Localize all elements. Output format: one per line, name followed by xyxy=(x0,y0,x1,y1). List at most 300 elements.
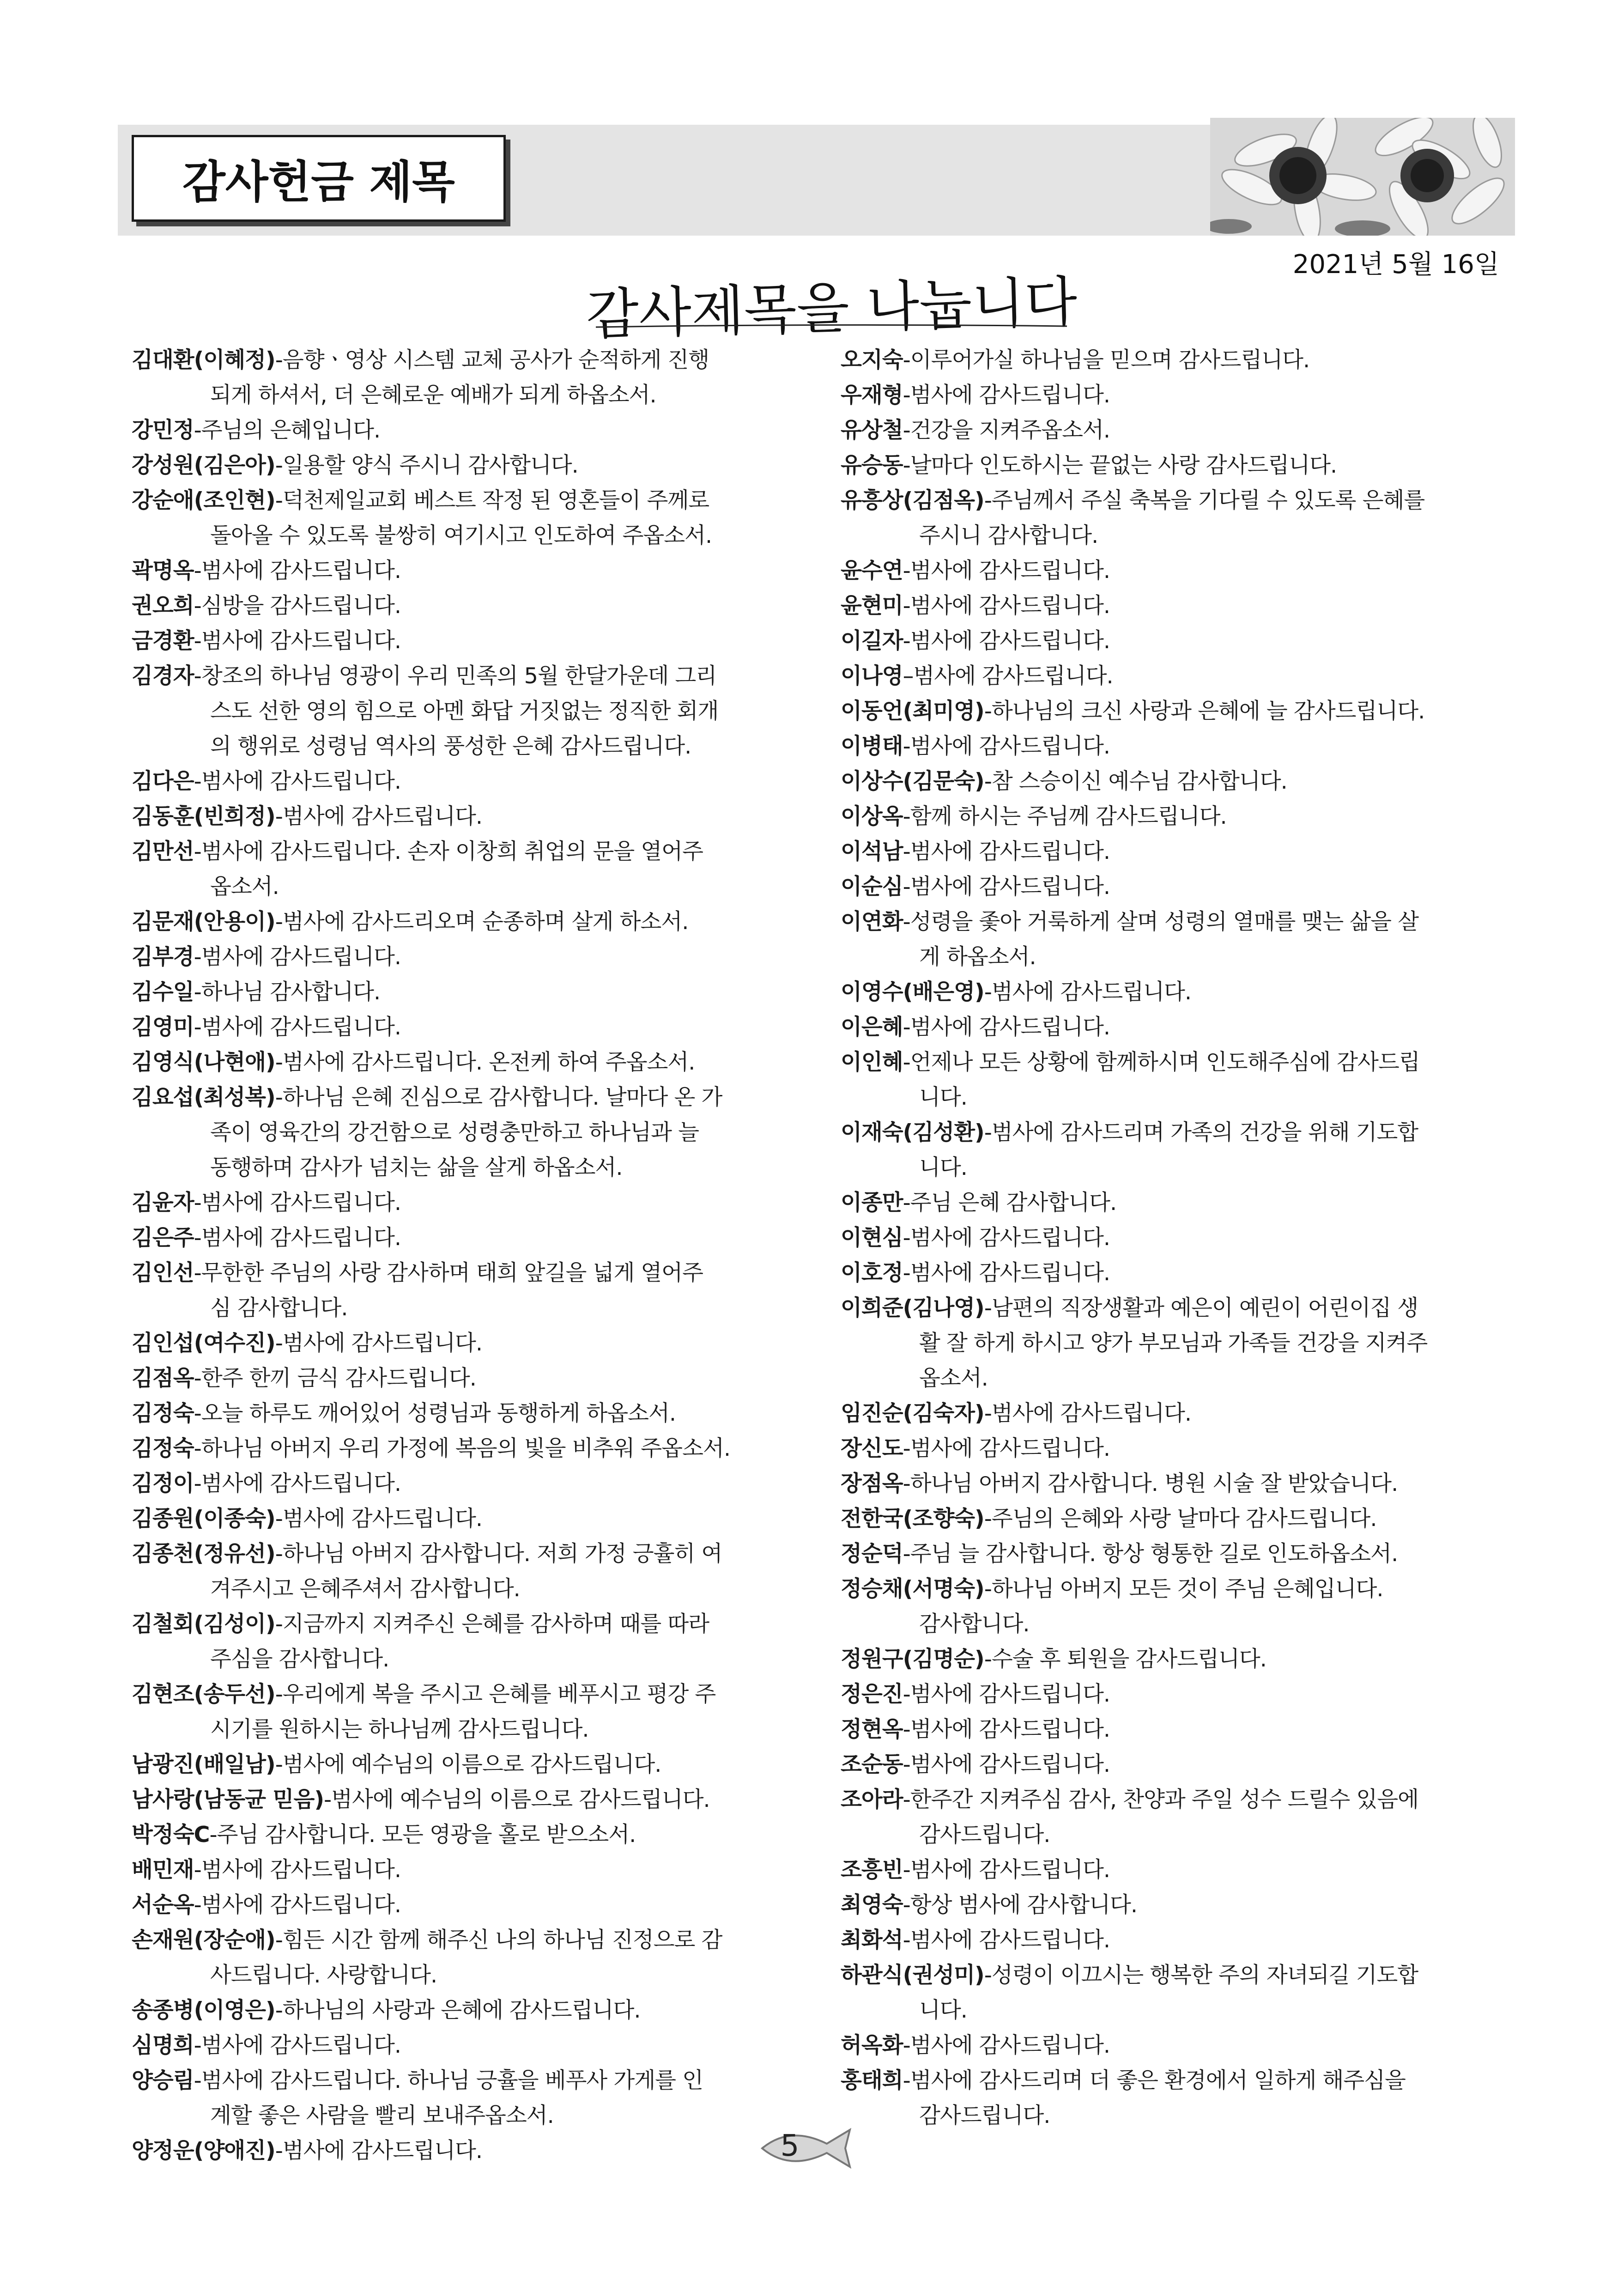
prayer-entry xyxy=(132,834,811,905)
entry-name: 정현옥 xyxy=(841,1717,903,1742)
entry-first-line xyxy=(841,1502,1515,1537)
sunflower-illustration xyxy=(1210,118,1515,236)
entry-name: 오지숙 xyxy=(841,347,903,373)
entry-text: -범사에 감사드립니다. xyxy=(903,558,1110,584)
prayer-entry xyxy=(132,1466,811,1502)
entry-text: -범사에 감사드립니다. xyxy=(903,1717,1110,1742)
entry-continuation-line xyxy=(132,378,811,413)
entry-name: 이순심 xyxy=(841,874,903,900)
prayer-entry xyxy=(132,940,811,975)
headline-flourish xyxy=(596,323,1067,329)
entry-text: 주심을 감사합니다. xyxy=(210,1647,389,1672)
prayer-entry xyxy=(841,975,1515,1010)
entry-text: -음향ㆍ영상 시스템 교체 공사가 순적하게 진행 xyxy=(275,347,709,373)
entry-name: 정원구(김명순) xyxy=(841,1647,984,1672)
prayer-entry xyxy=(132,1607,811,1677)
entry-first-line xyxy=(132,1923,811,1958)
prayer-entry xyxy=(132,1537,811,1607)
entry-first-line xyxy=(132,1326,811,1361)
entry-text: -범사에 예수님의 이름으로 감사드립니다. xyxy=(275,1752,661,1777)
entry-text: 니다. xyxy=(919,1998,967,2023)
entry-first-line xyxy=(841,1923,1515,1958)
entry-name: 양정운(양애진) xyxy=(132,2138,275,2164)
entry-continuation-line xyxy=(841,518,1515,553)
entry-first-line xyxy=(132,940,811,975)
entry-name: 이종만 xyxy=(841,1190,903,1216)
entry-text: -하나님 은혜 진심으로 감사합니다. 날마다 온 가 xyxy=(275,1085,722,1110)
entry-first-line xyxy=(841,1291,1515,1326)
entry-name: 조아라 xyxy=(841,1787,903,1812)
entry-text: -범사에 감사드립니다. xyxy=(275,804,483,829)
entry-continuation-line xyxy=(841,1818,1515,1853)
entry-name: 전한국(조향숙) xyxy=(841,1506,984,1532)
prayer-entry xyxy=(132,1853,811,1888)
entry-name: 김종원(이종숙) xyxy=(132,1506,275,1532)
prayer-entry xyxy=(841,1642,1515,1677)
prayer-entry xyxy=(841,694,1515,729)
entry-text: -하나님 아버지 우리 가정에 복음의 빛을 비추워 주옵소서. xyxy=(194,1436,730,1461)
entry-first-line xyxy=(132,1045,811,1080)
entry-name: 김요섭(최성복) xyxy=(132,1085,275,1110)
prayer-entry xyxy=(841,1396,1515,1431)
entry-name: 이현심 xyxy=(841,1225,903,1251)
entry-text: -범사에 감사드립니다. xyxy=(194,628,401,654)
entry-first-line xyxy=(132,1010,811,1045)
entry-first-line xyxy=(132,799,811,834)
prayer-entry xyxy=(132,2134,811,2169)
entry-name: 김점옥 xyxy=(132,1366,194,1391)
entry-text: -범사에 감사드리며 더 좋은 환경에서 일하게 해주심을 xyxy=(903,2068,1406,2093)
entry-text: -범사에 감사드립니다. xyxy=(275,1331,483,1356)
entry-name: 김영식(나현애) xyxy=(132,1050,275,1075)
entry-continuation-line xyxy=(841,1993,1515,2028)
entry-name: 김경자 xyxy=(132,663,194,689)
entry-name: 유흥상(김점옥) xyxy=(841,488,984,513)
prayer-entry xyxy=(132,1923,811,1993)
entry-first-line xyxy=(841,1853,1515,1888)
prayer-entry xyxy=(841,659,1515,694)
entry-name: 강민정 xyxy=(132,418,194,443)
entry-first-line xyxy=(132,1502,811,1537)
entry-text: -하나님 아버지 감사합니다. 저희 가정 긍휼히 여 xyxy=(275,1541,722,1567)
entry-text: 족이 영육간의 강건함으로 성령충만하고 하나님과 늘 xyxy=(210,1120,699,1145)
prayer-entry xyxy=(841,1923,1515,1958)
entry-name: 이연화 xyxy=(841,909,903,935)
prayer-entry xyxy=(841,1958,1515,2028)
entry-name: 곽명옥 xyxy=(132,558,194,584)
entry-name: 강성원(김은아) xyxy=(132,453,275,478)
entry-first-line xyxy=(132,659,811,694)
entry-continuation-line xyxy=(132,729,811,764)
entry-name: 이희준(김나영) xyxy=(841,1295,984,1321)
entry-first-line xyxy=(841,1782,1515,1818)
entry-name: 이나영 xyxy=(841,663,903,689)
prayer-entry xyxy=(132,1361,811,1396)
entry-first-line xyxy=(841,343,1515,378)
entry-first-line xyxy=(841,975,1515,1010)
entry-name: 김정숙 xyxy=(132,1436,194,1461)
entry-text: -범사에 감사드립니다. xyxy=(194,1190,401,1216)
entry-first-line xyxy=(132,413,811,448)
prayer-entry xyxy=(132,553,811,589)
entry-text: 겨주시고 은혜주셔서 감사합니다. xyxy=(210,1576,520,1602)
entry-text: -범사에 감사드립니다. xyxy=(194,1857,401,1883)
entry-text: -주님 은혜 감사합니다. xyxy=(903,1190,1117,1216)
entry-first-line xyxy=(132,2063,811,2098)
entry-first-line xyxy=(841,905,1515,940)
entry-text: -하나님 아버지 감사합니다. 병원 시술 잘 받았습니다. xyxy=(903,1471,1398,1496)
entry-name: 김영미 xyxy=(132,1015,194,1040)
prayer-entry xyxy=(841,764,1515,799)
section-title: 감사헌금 제목 xyxy=(132,135,506,222)
entry-name: 김문재(안용이) xyxy=(132,909,275,935)
entry-first-line xyxy=(132,1080,811,1115)
entry-continuation-line xyxy=(841,1607,1515,1642)
entry-first-line xyxy=(841,483,1515,518)
entry-text: -주님께서 주실 축복을 기다릴 수 있도록 은혜를 xyxy=(984,488,1425,513)
entry-text: -범사에 감사드립니다. xyxy=(275,2138,483,2164)
entry-text: 심 감사합니다. xyxy=(210,1295,348,1321)
entry-text: -일용할 양식 주시니 감사합니다. xyxy=(275,453,578,478)
entry-name: 강순애(조인현) xyxy=(132,488,275,513)
prayer-entry xyxy=(841,1677,1515,1712)
entry-name: 김만선 xyxy=(132,839,194,864)
entry-first-line xyxy=(132,624,811,659)
entry-text: 활 잘 하게 하시고 양가 부모님과 가족들 건강을 지켜주 xyxy=(919,1331,1428,1356)
entry-text: -우리에게 복을 주시고 은혜를 베푸시고 평강 주 xyxy=(275,1682,716,1707)
entry-text: -범사에 감사드립니다. 하나님 긍휼을 베푸사 가게를 인 xyxy=(194,2068,703,2093)
entry-text: –범사에 감사드립니다. xyxy=(903,663,1113,689)
entry-first-line xyxy=(132,2134,811,2169)
prayer-entry xyxy=(841,343,1515,378)
entry-text: 주시니 감사합니다. xyxy=(919,523,1098,548)
entry-first-line xyxy=(132,1607,811,1642)
entry-continuation-line xyxy=(841,1326,1515,1361)
entry-name: 이동언(최미영) xyxy=(841,699,984,724)
entry-name: 하관식(권성미) xyxy=(841,1963,984,1988)
entry-first-line xyxy=(841,1572,1515,1607)
entry-continuation-line xyxy=(132,1958,811,1993)
entry-name: 허옥화 xyxy=(841,2033,903,2058)
entry-name: 남광진(배일남) xyxy=(132,1752,275,1777)
entry-text: -항상 범사에 감사합니다. xyxy=(903,1892,1137,1918)
entry-text: 돌아올 수 있도록 불쌍히 여기시고 인도하여 주옵소서. xyxy=(210,523,712,548)
entry-first-line xyxy=(841,834,1515,869)
page-number: 5 xyxy=(780,2129,800,2163)
entry-first-line xyxy=(841,869,1515,905)
entry-text: -하나님의 사랑과 은혜에 감사드립니다. xyxy=(275,1998,641,2023)
entry-text: -심방을 감사드립니다. xyxy=(194,593,401,619)
entry-text: -범사에 예수님의 이름으로 감사드립니다. xyxy=(324,1787,710,1812)
prayer-entry xyxy=(132,764,811,799)
entry-first-line xyxy=(841,1115,1515,1150)
prayer-entry xyxy=(841,2063,1515,2134)
entry-first-line xyxy=(841,1396,1515,1431)
prayer-entry xyxy=(841,1888,1515,1923)
entry-text: -범사에 감사드립니다. xyxy=(275,1506,483,1532)
entry-first-line xyxy=(132,483,811,518)
entry-first-line xyxy=(841,1010,1515,1045)
entry-name: 김은주 xyxy=(132,1225,194,1251)
entry-text: -무한한 주님의 사랑 감사하며 태희 앞길을 넓게 열어주 xyxy=(194,1260,703,1286)
entry-continuation-line xyxy=(132,2098,811,2134)
entry-text: -범사에 감사드립니다. xyxy=(903,1752,1110,1777)
entry-first-line xyxy=(132,764,811,799)
entry-first-line xyxy=(841,1466,1515,1502)
prayer-entry xyxy=(841,1712,1515,1747)
entry-name: 김부경 xyxy=(132,944,194,970)
entry-text: 되게 하셔서, 더 은혜로운 예배가 되게 하옵소서. xyxy=(210,383,656,408)
prayer-entry xyxy=(132,2028,811,2063)
prayer-entry xyxy=(132,905,811,940)
entry-first-line xyxy=(841,589,1515,624)
entry-first-line xyxy=(841,2028,1515,2063)
entry-first-line xyxy=(841,1712,1515,1747)
prayer-entry xyxy=(841,378,1515,413)
prayer-entry xyxy=(132,1818,811,1853)
entry-text: -범사에 감사드리며 가족의 건강을 위해 기도합 xyxy=(984,1120,1418,1145)
prayer-entry xyxy=(841,1502,1515,1537)
entry-name: 심명희 xyxy=(132,2033,194,2058)
entry-name: 이병태 xyxy=(841,734,903,759)
prayer-entry xyxy=(841,1537,1515,1572)
entry-text: -주님 감사합니다. 모든 영광을 홀로 받으소서. xyxy=(209,1822,636,1848)
entry-text: -범사에 감사드립니다. xyxy=(903,593,1110,619)
prayer-entry xyxy=(132,624,811,659)
entry-first-line xyxy=(841,694,1515,729)
entry-continuation-line xyxy=(132,869,811,905)
entry-first-line xyxy=(132,1782,811,1818)
prayer-entry xyxy=(132,1993,811,2028)
prayer-entry xyxy=(841,589,1515,624)
entry-first-line xyxy=(132,1853,811,1888)
prayer-entry xyxy=(132,448,811,483)
prayer-entry xyxy=(132,1256,811,1326)
entry-text: -하나님 아버지 모든 것이 주님 은혜입니다. xyxy=(984,1576,1383,1602)
entry-text: -오늘 하루도 깨어있어 성령님과 동행하게 하옵소서. xyxy=(194,1401,676,1426)
entry-name: 이상수(김문숙) xyxy=(841,769,984,794)
prayer-entry xyxy=(132,1186,811,1221)
entry-first-line xyxy=(841,764,1515,799)
entry-first-line xyxy=(132,1818,811,1853)
entry-text: -범사에 감사드립니다. xyxy=(194,944,401,970)
entry-continuation-line xyxy=(132,1115,811,1150)
entry-continuation-line xyxy=(841,940,1515,975)
entry-first-line xyxy=(132,905,811,940)
entry-first-line xyxy=(132,1221,811,1256)
prayer-entry xyxy=(132,799,811,834)
entry-first-line xyxy=(132,1537,811,1572)
entry-first-line xyxy=(132,1361,811,1396)
entry-text: -언제나 모든 상황에 함께하시며 인도해주심에 감사드립 xyxy=(903,1050,1420,1075)
entry-name: 양승림 xyxy=(132,2068,194,2093)
entry-first-line xyxy=(841,799,1515,834)
entry-text: -범사에 감사드립니다. 손자 이창희 취업의 문을 열어주 xyxy=(194,839,703,864)
prayer-entry xyxy=(132,975,811,1010)
entry-first-line xyxy=(841,413,1515,448)
prayer-entry xyxy=(841,1291,1515,1396)
prayer-entry xyxy=(132,1747,811,1782)
entry-first-line xyxy=(132,1993,811,2028)
prayer-entry xyxy=(841,413,1515,448)
entry-first-line xyxy=(132,553,811,589)
entry-first-line xyxy=(132,1466,811,1502)
entry-name: 최영숙 xyxy=(841,1892,903,1918)
entry-first-line xyxy=(841,1677,1515,1712)
prayer-entry xyxy=(841,1115,1515,1186)
entry-text: -수술 후 퇴원을 감사드립니다. xyxy=(984,1647,1266,1672)
entry-first-line xyxy=(841,448,1515,483)
entry-text: -범사에 감사드립니다. xyxy=(903,839,1110,864)
prayer-entry xyxy=(132,2063,811,2134)
entry-text: -주님 늘 감사합니다. 항상 형통한 길로 인도하옵소서. xyxy=(903,1541,1398,1567)
entry-first-line xyxy=(132,1888,811,1923)
entry-name: 조순동 xyxy=(841,1752,903,1777)
entry-text: -범사에 감사드립니다. xyxy=(903,1857,1110,1883)
prayer-entry xyxy=(132,1080,811,1186)
entry-name: 이은혜 xyxy=(841,1015,903,1040)
entry-text: -하나님의 크신 사랑과 은혜에 늘 감사드립니다. xyxy=(984,699,1425,724)
entry-text: -범사에 감사드립니다. xyxy=(903,1225,1110,1251)
entry-name: 김종천(정유선) xyxy=(132,1541,275,1567)
entry-first-line xyxy=(841,659,1515,694)
entry-first-line xyxy=(841,1747,1515,1782)
entry-text: -성령을 좇아 거룩하게 살며 성령의 열매를 맺는 삶을 살 xyxy=(903,909,1419,935)
entry-name: 김인선 xyxy=(132,1260,194,1286)
entry-first-line xyxy=(132,589,811,624)
entry-name: 장신도 xyxy=(841,1436,903,1461)
entry-first-line xyxy=(132,1186,811,1221)
prayer-entry xyxy=(841,1045,1515,1115)
entry-name: 이상옥 xyxy=(841,804,903,829)
entry-name: 홍태희 xyxy=(841,2068,903,2093)
entry-text: -이루어가실 하나님을 믿으며 감사드립니다. xyxy=(903,347,1310,373)
entry-text: -한주간 지켜주심 감사, 찬양과 주일 성수 드릴수 있음에 xyxy=(903,1787,1419,1812)
entry-name: 김다은 xyxy=(132,769,194,794)
entry-text: -성령이 이끄시는 행복한 주의 자녀되길 기도합 xyxy=(984,1963,1418,1988)
entry-text: 감사드립니다. xyxy=(919,1822,1050,1848)
entry-name: 김인섭(여수진) xyxy=(132,1331,275,1356)
entry-text: -범사에 감사드립니다. xyxy=(903,1682,1110,1707)
prayer-entry xyxy=(132,413,811,448)
entry-first-line xyxy=(132,1431,811,1466)
entry-name: 김철회(김성이) xyxy=(132,1611,275,1637)
entry-text: -함께 하시는 주님께 감사드립니다. xyxy=(903,804,1227,829)
prayer-entry xyxy=(132,1431,811,1466)
entry-first-line xyxy=(841,553,1515,589)
entry-text: -주님의 은혜와 사랑 날마다 감사드립니다. xyxy=(984,1506,1377,1532)
entry-text: 계할 좋은 사람을 빨리 보내주옵소서. xyxy=(210,2103,554,2128)
entry-text: 니다. xyxy=(919,1155,967,1180)
entry-name: 정순덕 xyxy=(841,1541,903,1567)
entry-text: -범사에 감사드립니다. xyxy=(984,1401,1192,1426)
entry-first-line xyxy=(132,1256,811,1291)
entry-first-line xyxy=(132,448,811,483)
prayer-entry xyxy=(841,1256,1515,1291)
entry-first-line xyxy=(132,2028,811,2063)
entry-continuation-line xyxy=(132,1291,811,1326)
entry-continuation-line xyxy=(132,1642,811,1677)
entry-first-line xyxy=(841,1958,1515,1993)
entry-first-line xyxy=(132,1747,811,1782)
entry-name: 배민재 xyxy=(132,1857,194,1883)
prayer-entry xyxy=(841,1572,1515,1642)
entry-name: 박정숙C xyxy=(132,1822,210,1848)
entry-text: -범사에 감사드립니다. 온전케 하여 주옵소서. xyxy=(275,1050,695,1075)
entry-continuation-line xyxy=(132,518,811,553)
entry-name: 이호정 xyxy=(841,1260,903,1286)
prayer-entry xyxy=(841,834,1515,869)
entry-name: 정은진 xyxy=(841,1682,903,1707)
prayer-entry xyxy=(841,1466,1515,1502)
entry-name: 유승동 xyxy=(841,453,903,478)
entry-first-line xyxy=(841,729,1515,764)
entry-first-line xyxy=(841,2063,1515,2098)
entry-name: 남사랑(남동균 믿음) xyxy=(132,1787,324,1812)
entry-text: 옵소서. xyxy=(210,874,279,900)
entry-text: -범사에 감사드립니다. xyxy=(903,1260,1110,1286)
entry-name: 이길자 xyxy=(841,628,903,654)
prayer-entry xyxy=(841,1782,1515,1853)
entry-text: 의 행위로 성령님 역사의 풍성한 은혜 감사드립니다. xyxy=(210,734,691,759)
entry-continuation-line xyxy=(132,1572,811,1607)
date-label: 2021년 5월 16일 xyxy=(1292,249,1499,280)
prayer-entry xyxy=(841,729,1515,764)
prayer-entry xyxy=(132,589,811,624)
entry-text: -건강을 지켜주옵소서. xyxy=(903,418,1110,443)
entry-text: -범사에 감사드립니다. xyxy=(903,1927,1110,1953)
entry-text: -한주 한끼 금식 감사드립니다. xyxy=(194,1366,476,1391)
prayer-entry xyxy=(132,1888,811,1923)
entry-text: -힘든 시간 함께 해주신 나의 하나님 진정으로 감 xyxy=(275,1927,722,1953)
prayer-entry xyxy=(132,1010,811,1045)
prayer-entry xyxy=(841,483,1515,553)
entry-text: 니다. xyxy=(919,1085,967,1110)
entry-text: -주님의 은혜입니다. xyxy=(194,418,381,443)
entry-continuation-line xyxy=(841,2098,1515,2134)
entry-text: -범사에 감사드립니다. xyxy=(194,1015,401,1040)
prayer-entry xyxy=(841,1186,1515,1221)
entry-name: 권오희 xyxy=(132,593,194,619)
entry-text: -지금까지 지켜주신 은혜를 감사하며 때를 따라 xyxy=(275,1611,709,1637)
entry-name: 조흥빈 xyxy=(841,1857,903,1883)
entry-text: 게 하옵소서. xyxy=(919,944,1036,970)
entry-text: -하나님 감사합니다. xyxy=(194,979,381,1005)
entry-first-line xyxy=(841,1221,1515,1256)
entry-name: 이영수(배은영) xyxy=(841,979,984,1005)
entry-text: -범사에 감사드립니다. xyxy=(903,874,1110,900)
entry-name: 송종병(이영은) xyxy=(132,1998,275,2023)
entry-first-line xyxy=(841,1045,1515,1080)
entry-text: -창조의 하나님 영광이 우리 민족의 5월 한달가운데 그리 xyxy=(194,663,717,689)
prayer-entry xyxy=(841,905,1515,975)
prayer-entry xyxy=(841,799,1515,834)
entry-name: 김현조(송두선) xyxy=(132,1682,275,1707)
prayer-entry xyxy=(841,869,1515,905)
entry-text: -범사에 감사드립니다. xyxy=(194,558,401,584)
entry-text: 동행하며 감사가 넘치는 삶을 살게 하옵소서. xyxy=(210,1155,623,1180)
entry-continuation-line xyxy=(132,694,811,729)
entry-first-line xyxy=(841,1642,1515,1677)
prayer-entry xyxy=(841,1010,1515,1045)
entry-text: 옵소서. xyxy=(919,1366,988,1391)
entry-name: 정승채(서명숙) xyxy=(841,1576,984,1602)
entry-first-line xyxy=(841,1256,1515,1291)
entry-text: 시기를 원하시는 하나님께 감사드립니다. xyxy=(210,1717,589,1742)
prayer-entry xyxy=(841,553,1515,589)
entry-first-line xyxy=(841,1431,1515,1466)
entry-first-line xyxy=(132,834,811,869)
